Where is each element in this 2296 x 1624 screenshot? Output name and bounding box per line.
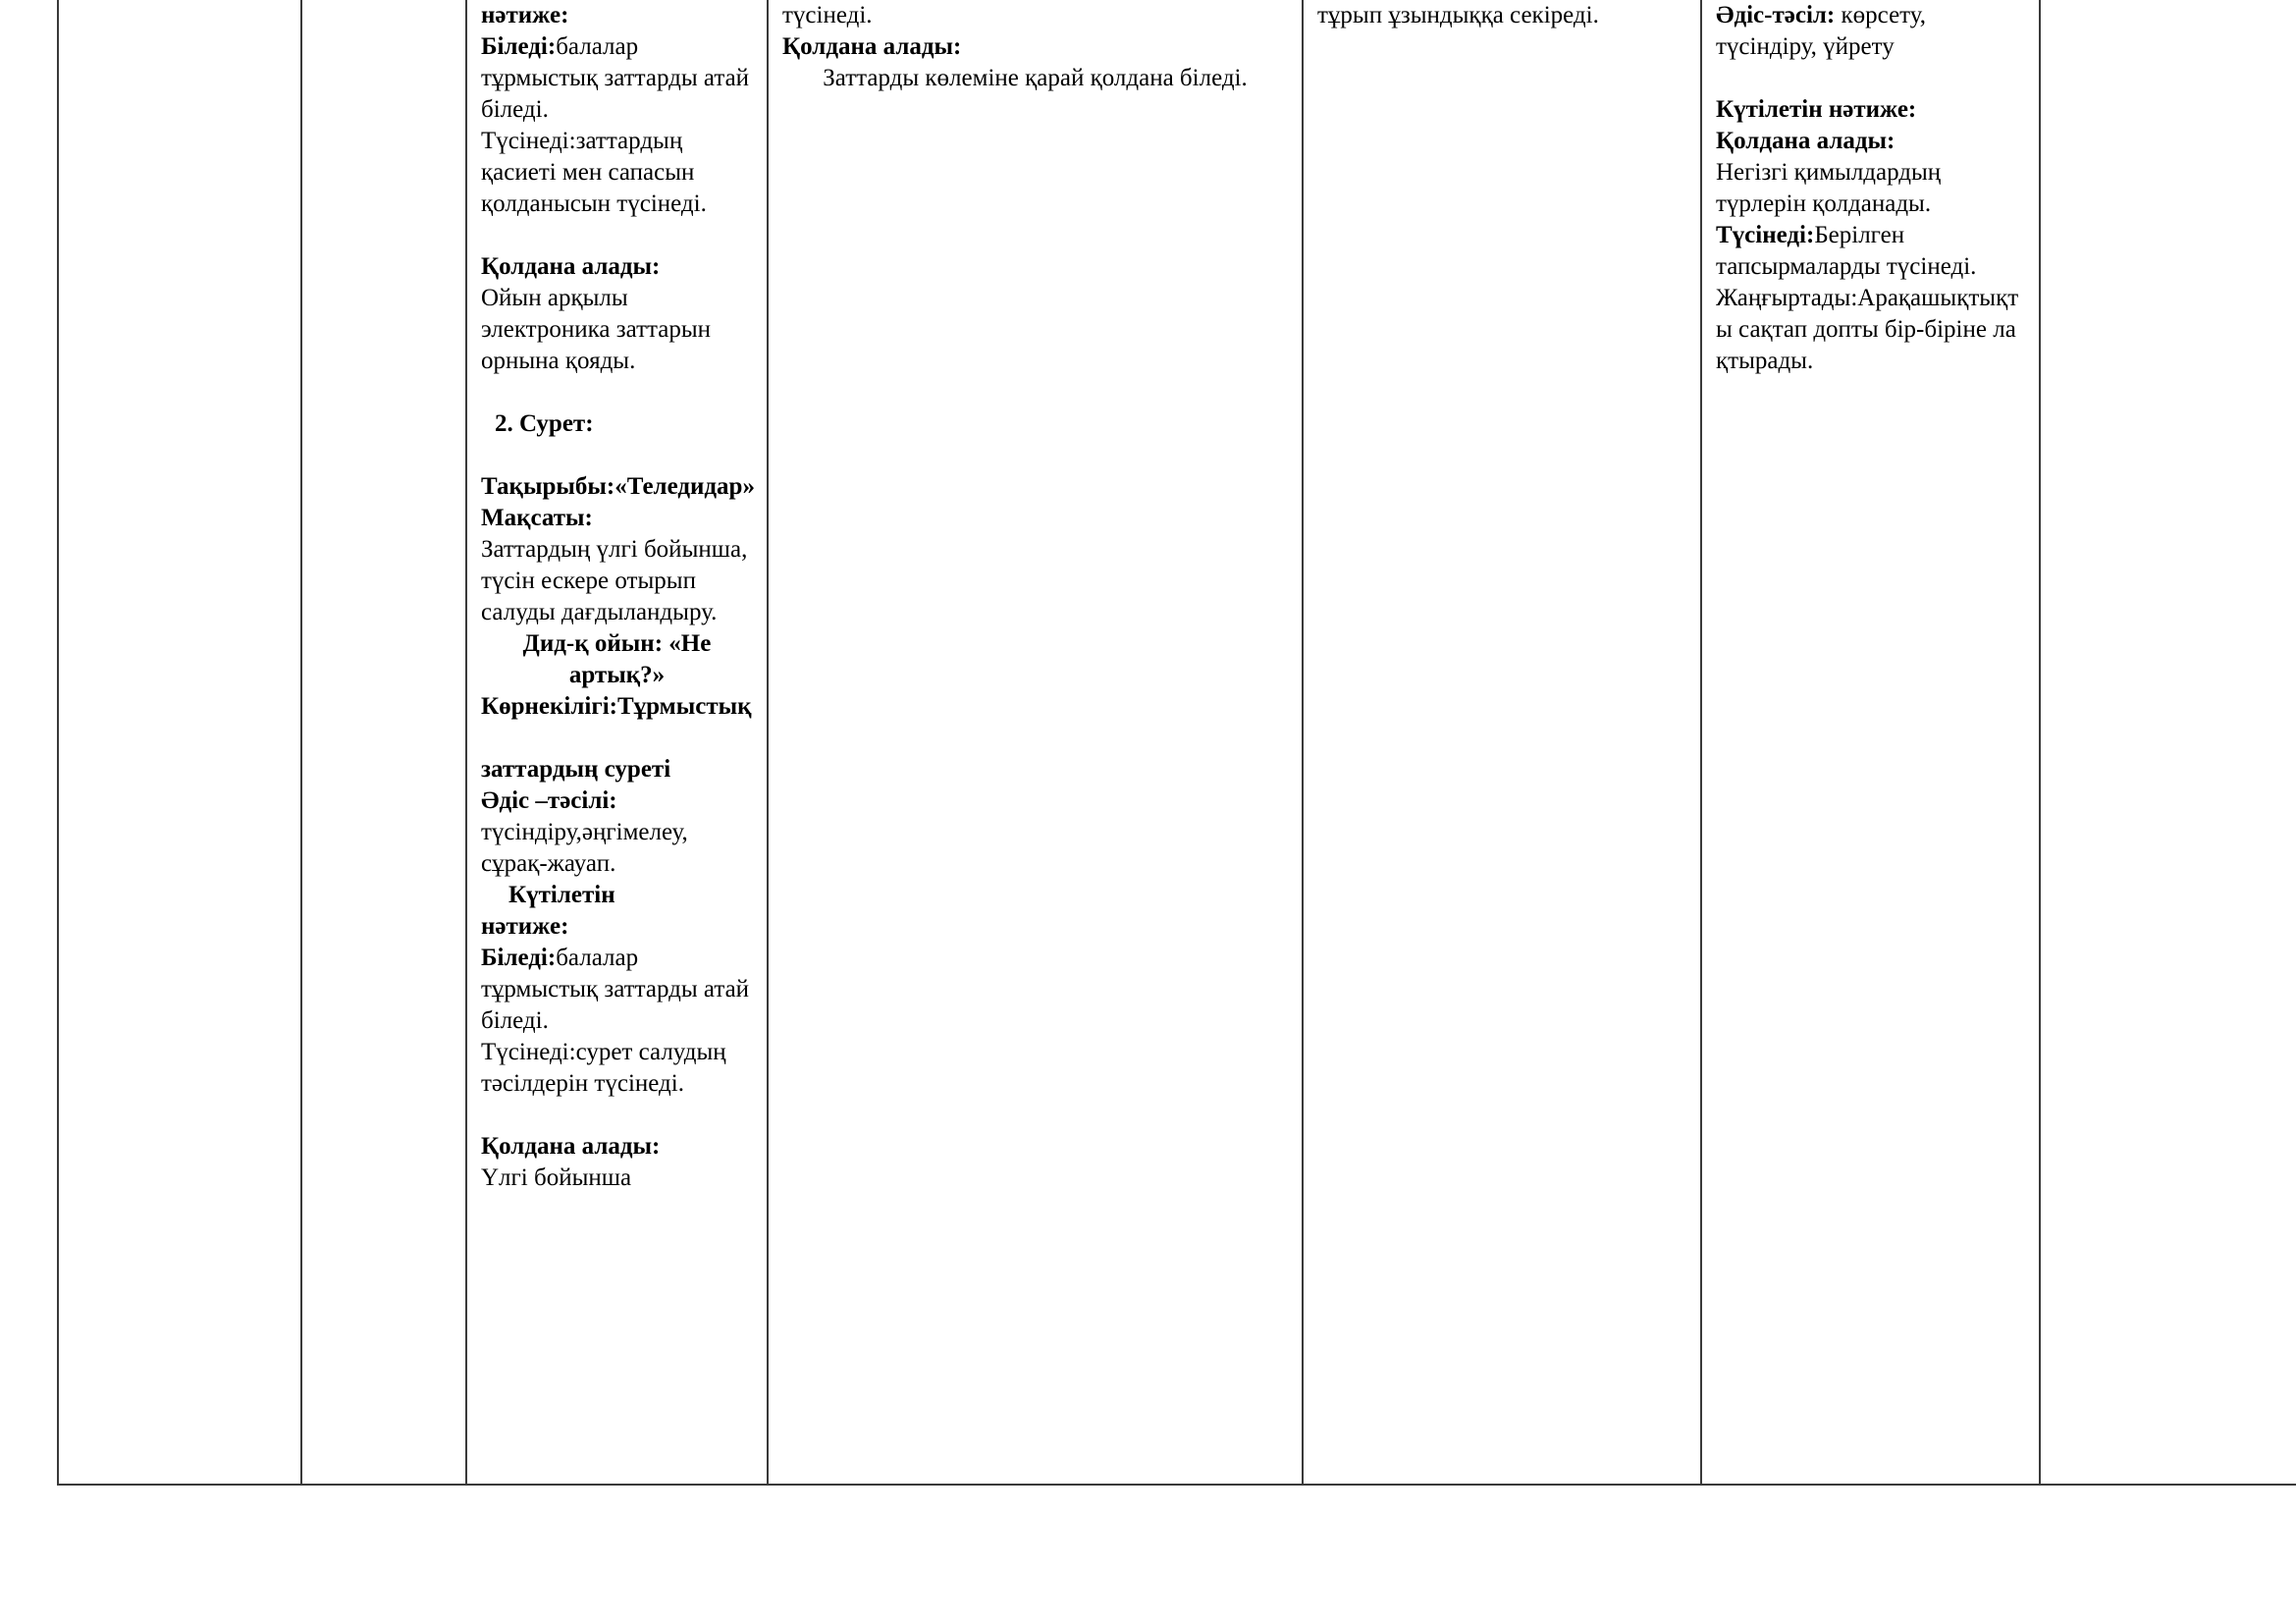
goal-text: Заттардың үлгі бойынша, түсін ескере отырып салуды дағдыландыру. — [481, 536, 748, 625]
table-cell-col6 — [1701, 0, 2040, 1485]
table-cell-col1 — [58, 0, 301, 1485]
table-cell-col4 — [768, 0, 1303, 1485]
method-text-col6 — [1716, 0, 2025, 63]
can-apply-label-2: Қолдана алады: — [481, 1133, 661, 1160]
can-apply-label-col6: Қолдана алады: — [1716, 128, 1896, 154]
method-label: Әдіс –тәсілі: — [481, 787, 617, 814]
can-apply-text-col6: Негізгі қимылдардың түрлерін қолданады. — [1716, 159, 1942, 217]
knows-text-2 — [481, 943, 753, 1037]
knows-label: Біледі: — [481, 33, 557, 60]
section-heading-drawing: 2. Сурет: — [495, 410, 594, 437]
table-cell-col5 — [1303, 0, 1701, 1485]
reproduces-text: Жаңғыртады:Арақашықтықты сақтап допты бір-біріне лақтырады. — [1716, 285, 2019, 374]
can-apply-text-2: Үлгі бойынша — [481, 1164, 632, 1191]
lesson-plan-table — [57, 0, 2296, 1486]
can-apply-label: Қолдана алады: — [481, 253, 661, 280]
knows-value: балалар тұрмыстық заттарды атай біледі. — [481, 33, 750, 123]
goal-label: Мақсаты: — [481, 505, 593, 531]
method-label-col6: Әдіс-тәсіл: — [1716, 2, 1836, 28]
can-apply-label-col4: Қолдана алады: — [782, 33, 962, 60]
visual-aids-text: заттардың суреті — [481, 756, 671, 783]
table-row — [58, 0, 2296, 1485]
topic-text: Тақырыбы:«Теледидар» — [481, 473, 755, 500]
visual-aids-label: Көрнекілігі:Тұрмыстық — [481, 693, 752, 720]
result-label: нәтиже: — [481, 2, 569, 28]
understands-tail: түсінеді. — [782, 2, 873, 28]
understands-value-col6: Берілген тапсырмаларды түсінеді. — [1716, 222, 1977, 280]
knows-value-2: балалар тұрмыстық заттарды атай біледі. — [481, 945, 750, 1034]
understands-text: Түсінеді:заттардың қасиеті мен сапасын қолданысын түсінеді. — [481, 128, 707, 217]
table-cell-col3 — [466, 0, 768, 1485]
understands-text-2: Түсінеді:сурет салудың тәсілдерін түсінеді. — [481, 1039, 726, 1097]
understands-text-col6 — [1716, 220, 2025, 283]
can-apply-text-col4: Заттарды көлеміне қарай қолдана біледі. — [823, 65, 1248, 91]
result-label-2: нәтиже: — [481, 913, 569, 940]
expected-label: Күтілетін — [508, 882, 615, 908]
understands-label-col6: Түсінеді: — [1716, 222, 1815, 248]
expected-result-label: Күтілетін нәтиже: — [1716, 96, 1917, 123]
jump-text: тұрып ұзындыққа секіреді. — [1317, 2, 1599, 28]
table-cell-col7 — [2040, 0, 2296, 1485]
can-apply-text: Ойын арқылы электроника заттарын орнына қояды. — [481, 285, 712, 374]
method-value-col6: көрсету, түсіндіру, үйрету — [1716, 2, 1927, 60]
method-text: түсіндіру,әңгімелеу, сұрақ-жауап. — [481, 819, 688, 877]
knows-text — [481, 31, 753, 126]
knows-label-2: Біледі: — [481, 945, 557, 971]
table-cell-col2 — [301, 0, 466, 1485]
didactic-game-text: Дид-қ ойын: «Не артық?» — [522, 630, 712, 688]
